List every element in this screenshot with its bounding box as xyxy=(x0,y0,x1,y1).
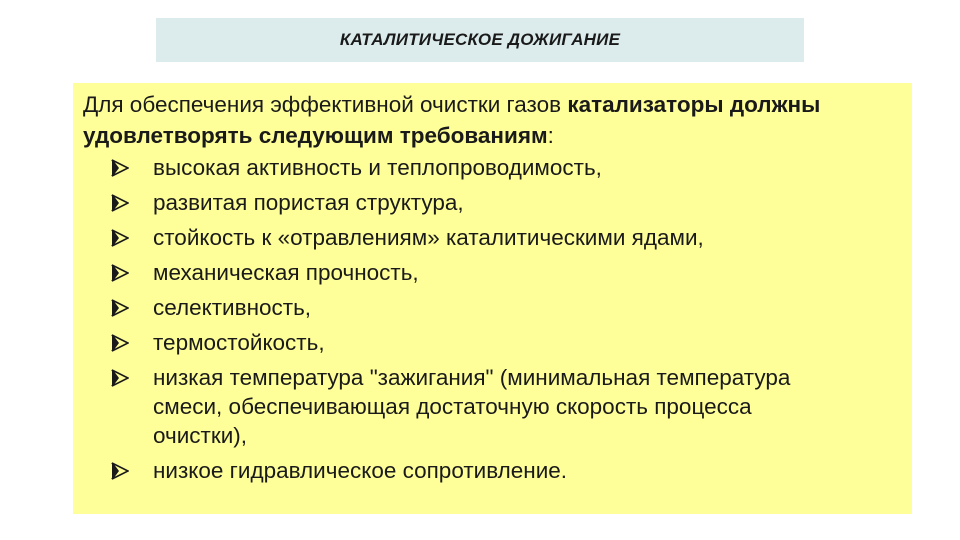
intro-tail: : xyxy=(547,123,554,148)
arrowhead-bullet-icon xyxy=(111,258,139,287)
arrowhead-bullet-icon xyxy=(111,363,139,392)
arrowhead-bullet-icon xyxy=(111,293,139,322)
slide-title: КАТАЛИТИЧЕСКОЕ ДОЖИГАНИЕ xyxy=(339,30,621,49)
intro-plain: Для обеспечения эффективной очистки газов xyxy=(83,92,568,117)
requirement-text: низкая температура "зажигания" (минимальная температура смеси, обеспечивающая достаточную скорость процесса очистки), xyxy=(153,365,791,448)
arrowhead-bullet-icon xyxy=(111,223,139,252)
arrowhead-bullet-icon xyxy=(111,456,139,485)
arrowhead-bullet-icon xyxy=(111,153,139,182)
requirement-text: термостойкость, xyxy=(153,330,325,355)
requirement-text: высокая активность и теплопроводимость, xyxy=(153,155,602,180)
requirement-item xyxy=(83,328,902,357)
arrowhead-bullet-icon xyxy=(111,328,139,357)
intro-bold: катализаторы должны удовлетворять следующим требованиям xyxy=(83,92,821,148)
arrowhead-bullet-icon xyxy=(111,188,139,217)
requirement-item xyxy=(83,153,902,182)
title-box xyxy=(156,18,804,62)
requirement-item xyxy=(83,363,902,450)
requirement-text: низкое гидравлическое сопротивление. xyxy=(153,458,568,483)
requirement-text: механическая прочность, xyxy=(153,260,419,285)
requirement-text: селективность, xyxy=(153,295,312,320)
requirement-item xyxy=(83,456,902,485)
requirement-text: развитая пористая структура, xyxy=(153,190,464,215)
requirement-item xyxy=(83,293,902,322)
requirement-item xyxy=(83,258,902,287)
requirement-item xyxy=(83,223,902,252)
content-box xyxy=(73,83,912,514)
requirement-text: стойкость к «отравлениям» каталитическими ядами, xyxy=(153,225,704,250)
requirements-list xyxy=(83,153,902,485)
requirement-item xyxy=(83,188,902,217)
intro-paragraph xyxy=(83,89,902,151)
